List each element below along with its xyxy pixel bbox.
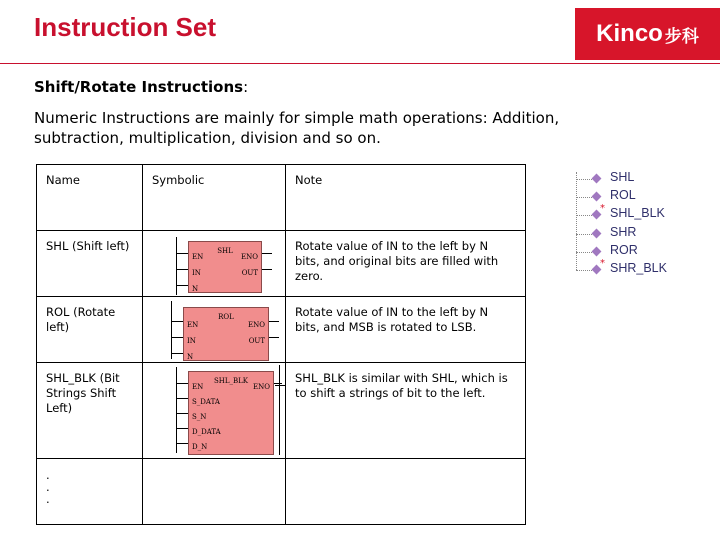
logo-cn: 步科 [664, 26, 699, 46]
pin-eno: ENO [248, 321, 265, 329]
pin-en: EN [192, 383, 204, 391]
tree-item-shr[interactable]: SHR [610, 225, 637, 239]
instruction-icon [592, 174, 602, 184]
wire [176, 383, 188, 384]
tree-item-ror[interactable]: ROR [610, 243, 638, 257]
wire [171, 337, 183, 338]
symbol-cell [143, 231, 286, 297]
section-subtitle [34, 78, 248, 96]
pin-eno: ENO [241, 253, 258, 261]
row-note: SHL_BLK is similar with SHL, which is to shift a strings of bit to the left. [286, 363, 526, 459]
star-icon: * [600, 203, 605, 214]
tree-line [576, 179, 592, 180]
block-title: SHL [217, 247, 233, 255]
tree-item-rol[interactable]: ROL [610, 188, 636, 202]
pin-en: EN [192, 253, 204, 261]
wire [171, 353, 183, 354]
tree-item-shl[interactable]: SHL [610, 170, 635, 184]
table-row [37, 231, 526, 297]
table-row [37, 297, 526, 363]
tree-line [576, 197, 592, 198]
power-rail [176, 237, 177, 295]
instruction-icon [592, 192, 602, 202]
pin-n: N [187, 353, 194, 361]
tree-line [576, 172, 577, 270]
pin-s-data: S_DATA [192, 398, 220, 406]
instruction-icon [592, 247, 602, 257]
page-title: Instruction Set [34, 12, 217, 42]
intro-text: Numeric Instructions are mainly for simple math operations: Addition, subtraction, multiplication, division and so on. [34, 109, 560, 147]
row-name: SHL (Shift left) [37, 231, 143, 297]
shl-blk-block [188, 371, 274, 455]
tree-line [576, 252, 592, 253]
tree-line [576, 215, 592, 216]
wire [176, 285, 188, 286]
wire [171, 321, 183, 322]
header-note: Note [286, 165, 526, 231]
row-name [37, 459, 143, 525]
pin-out: OUT [248, 337, 265, 345]
header-symbolic: Symbolic [143, 165, 286, 231]
wire [176, 398, 188, 399]
row-note: Rotate value of IN to the left by N bits, and MSB is rotated to LSB. [286, 297, 526, 363]
instruction-tree [572, 166, 720, 278]
subtitle-colon: : [243, 78, 249, 96]
wire [176, 269, 188, 270]
tree-line [576, 270, 592, 271]
wire [275, 385, 279, 386]
kinco-logo [575, 8, 720, 60]
wire [279, 385, 286, 386]
wire [176, 443, 188, 444]
pin-in: IN [192, 269, 201, 277]
pin-eno: ENO [253, 383, 270, 391]
table-row [37, 459, 526, 525]
wire [176, 413, 188, 414]
row-note [286, 459, 526, 525]
shl-block [188, 241, 262, 293]
instruction-table [36, 164, 526, 525]
star-icon: * [600, 258, 605, 269]
pin-s-n: S_N [192, 413, 207, 421]
pin-n: N [192, 285, 199, 293]
block-title: ROL [218, 313, 234, 321]
block-title: SHL_BLK [213, 377, 249, 385]
power-rail [171, 301, 172, 359]
wire [176, 428, 188, 429]
header-divider [0, 63, 720, 64]
symbol-cell [143, 363, 286, 459]
tree-item-shl-blk[interactable]: SHL_BLK [610, 206, 665, 220]
symbol-cell [143, 459, 286, 525]
pin-in: IN [187, 337, 196, 345]
row-name: ROL (Rotate left) [37, 297, 143, 363]
symbol-cell [143, 297, 286, 363]
power-rail [279, 365, 280, 455]
instruction-icon [592, 229, 602, 239]
row-note: Rotate value of IN to the left by N bits, and original bits are filled with zero. [286, 231, 526, 297]
table-row [37, 363, 526, 459]
table-header-row [37, 165, 526, 231]
subtitle-text: Shift/Rotate Instructions [34, 78, 244, 96]
row-name: SHL_BLK (Bit Strings Shift Left) [37, 363, 143, 459]
pin-en: EN [187, 321, 199, 329]
pin-d-data: D_DATA [192, 428, 221, 436]
pin-d-n: D_N [192, 443, 208, 451]
rol-block [183, 307, 269, 361]
ellipsis: . . . [46, 468, 50, 506]
wire [176, 253, 188, 254]
header-name: Name [37, 165, 143, 231]
pin-out: OUT [241, 269, 258, 277]
tree-item-shr-blk[interactable]: SHR_BLK [610, 261, 667, 275]
power-rail [176, 367, 177, 453]
tree-line [576, 234, 592, 235]
logo-text: Kinco [596, 20, 663, 47]
